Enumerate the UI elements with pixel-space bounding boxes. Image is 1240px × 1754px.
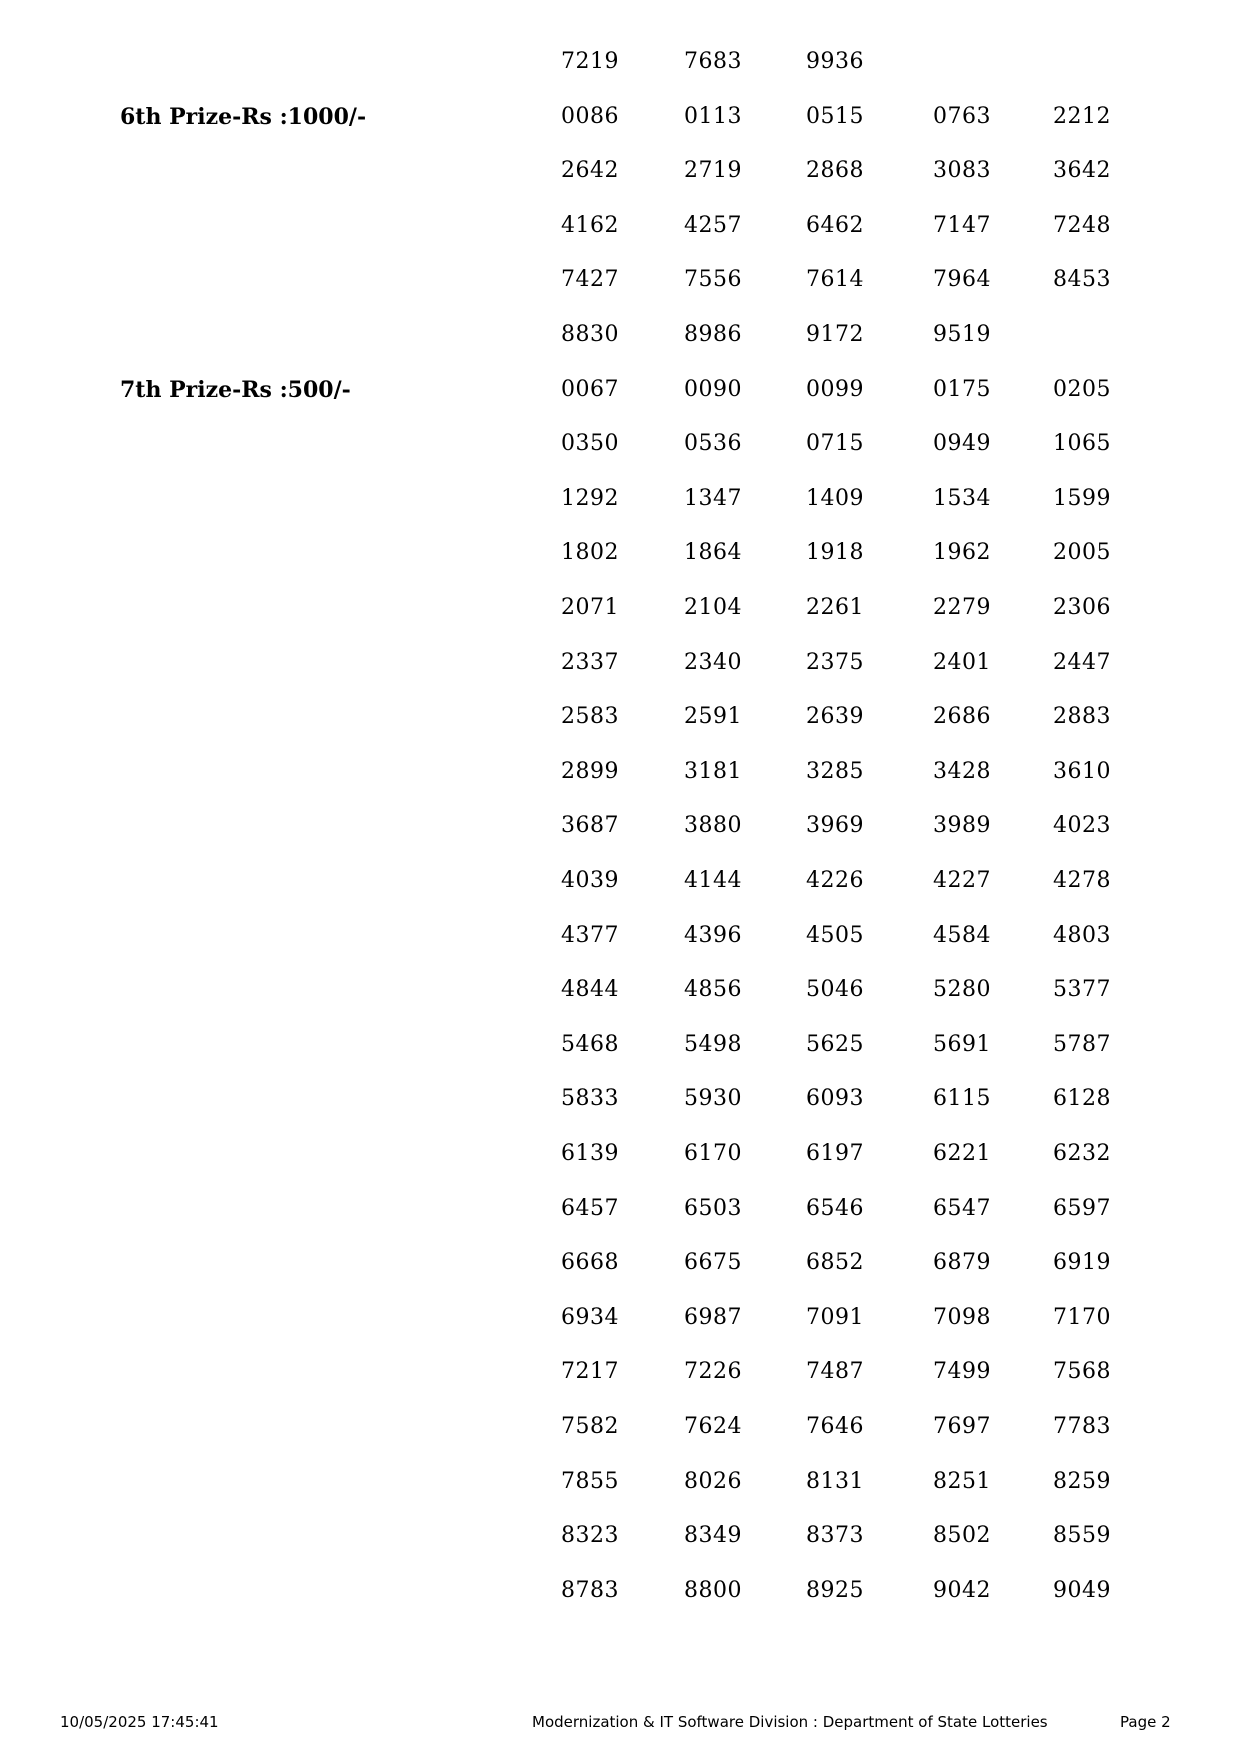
winning-number: 8986 <box>684 322 742 347</box>
winning-number: 2591 <box>684 704 742 729</box>
number-row <box>0 921 1240 951</box>
winning-number: 8259 <box>1053 1469 1111 1494</box>
winning-number: 7091 <box>806 1305 864 1330</box>
winning-number: 7855 <box>561 1469 619 1494</box>
winning-number: 2104 <box>684 595 742 620</box>
winning-number: 1802 <box>561 540 619 565</box>
number-row <box>0 1194 1240 1224</box>
footer-division: Modernization & IT Software Division : Department of State Lotteries <box>532 1713 1048 1731</box>
number-row <box>0 484 1240 514</box>
number-row <box>0 1030 1240 1060</box>
footer-page-number: Page 2 <box>1120 1713 1171 1731</box>
winning-number: 2583 <box>561 704 619 729</box>
winning-number: 6462 <box>806 213 864 238</box>
winning-number: 8502 <box>933 1523 991 1548</box>
winning-number: 1409 <box>806 486 864 511</box>
winning-number: 8131 <box>806 1469 864 1494</box>
winning-number: 7487 <box>806 1359 864 1384</box>
winning-number: 1599 <box>1053 486 1111 511</box>
winning-number: 0113 <box>684 104 742 129</box>
winning-number: 3989 <box>933 813 991 838</box>
number-row <box>0 811 1240 841</box>
winning-number: 4257 <box>684 213 742 238</box>
number-row <box>0 320 1240 350</box>
number-row <box>0 866 1240 896</box>
number-row <box>0 1412 1240 1442</box>
winning-number: 7556 <box>684 267 742 292</box>
number-row <box>0 1357 1240 1387</box>
number-row <box>0 1139 1240 1169</box>
winning-number: 4023 <box>1053 813 1111 838</box>
winning-number: 8349 <box>684 1523 742 1548</box>
winning-number: 4505 <box>806 923 864 948</box>
winning-number: 2005 <box>1053 540 1111 565</box>
winning-number: 6934 <box>561 1305 619 1330</box>
winning-number: 2642 <box>561 158 619 183</box>
winning-number: 7098 <box>933 1305 991 1330</box>
number-row <box>0 47 1240 77</box>
winning-number: 8323 <box>561 1523 619 1548</box>
winning-number: 5280 <box>933 977 991 1002</box>
winning-number: 2279 <box>933 595 991 620</box>
number-row <box>0 975 1240 1005</box>
winning-number: 0086 <box>561 104 619 129</box>
winning-number: 7783 <box>1053 1414 1111 1439</box>
winning-number: 6170 <box>684 1141 742 1166</box>
winning-number: 2899 <box>561 759 619 784</box>
winning-number: 3083 <box>933 158 991 183</box>
winning-number: 2340 <box>684 650 742 675</box>
winning-number: 3969 <box>806 813 864 838</box>
winning-number: 2639 <box>806 704 864 729</box>
winning-number: 2212 <box>1053 104 1111 129</box>
number-row <box>0 429 1240 459</box>
winning-number: 2883 <box>1053 704 1111 729</box>
winning-number: 4803 <box>1053 923 1111 948</box>
winning-number: 9049 <box>1053 1578 1111 1603</box>
winning-number: 7170 <box>1053 1305 1111 1330</box>
prize-label: 7th Prize-Rs :500/- <box>120 377 351 403</box>
winning-number: 0715 <box>806 431 864 456</box>
winning-number: 7568 <box>1053 1359 1111 1384</box>
winning-number: 2261 <box>806 595 864 620</box>
winning-number: 6852 <box>806 1250 864 1275</box>
winning-number: 5625 <box>806 1032 864 1057</box>
number-row <box>0 1084 1240 1114</box>
winning-number: 9519 <box>933 322 991 347</box>
winning-number: 2337 <box>561 650 619 675</box>
winning-number: 7219 <box>561 49 619 74</box>
winning-number: 0175 <box>933 377 991 402</box>
winning-number: 7226 <box>684 1359 742 1384</box>
winning-number: 7624 <box>684 1414 742 1439</box>
winning-number: 4396 <box>684 923 742 948</box>
winning-number: 0515 <box>806 104 864 129</box>
winning-number: 1918 <box>806 540 864 565</box>
winning-number: 2071 <box>561 595 619 620</box>
winning-number: 5787 <box>1053 1032 1111 1057</box>
winning-number: 4844 <box>561 977 619 1002</box>
winning-number: 1962 <box>933 540 991 565</box>
winning-number: 6232 <box>1053 1141 1111 1166</box>
winning-number: 0536 <box>684 431 742 456</box>
winning-number: 8800 <box>684 1578 742 1603</box>
number-row <box>0 538 1240 568</box>
number-row <box>0 211 1240 241</box>
winning-number: 6457 <box>561 1196 619 1221</box>
number-row <box>0 102 1240 132</box>
winning-number: 5498 <box>684 1032 742 1057</box>
winning-number: 2447 <box>1053 650 1111 675</box>
winning-number: 3181 <box>684 759 742 784</box>
winning-number: 3642 <box>1053 158 1111 183</box>
winning-number: 6987 <box>684 1305 742 1330</box>
winning-number: 8453 <box>1053 267 1111 292</box>
winning-number: 1534 <box>933 486 991 511</box>
winning-number: 4144 <box>684 868 742 893</box>
winning-number: 6139 <box>561 1141 619 1166</box>
winning-number: 8251 <box>933 1469 991 1494</box>
winning-number: 2719 <box>684 158 742 183</box>
number-row <box>0 757 1240 787</box>
number-row <box>0 593 1240 623</box>
winning-number: 9936 <box>806 49 864 74</box>
winning-number: 4584 <box>933 923 991 948</box>
winning-number: 5691 <box>933 1032 991 1057</box>
winning-number: 7614 <box>806 267 864 292</box>
winning-number: 2375 <box>806 650 864 675</box>
winning-number: 7147 <box>933 213 991 238</box>
number-row <box>0 1248 1240 1278</box>
winning-number: 3285 <box>806 759 864 784</box>
number-row <box>0 648 1240 678</box>
winning-number: 1864 <box>684 540 742 565</box>
winning-number: 4227 <box>933 868 991 893</box>
winning-number: 6668 <box>561 1250 619 1275</box>
winning-number: 8026 <box>684 1469 742 1494</box>
winning-number: 0949 <box>933 431 991 456</box>
winning-number: 5930 <box>684 1086 742 1111</box>
prize-label: 6th Prize-Rs :1000/- <box>120 104 367 130</box>
winning-number: 6221 <box>933 1141 991 1166</box>
winning-number: 7683 <box>684 49 742 74</box>
winning-number: 7217 <box>561 1359 619 1384</box>
winning-number: 6597 <box>1053 1196 1111 1221</box>
winning-number: 6879 <box>933 1250 991 1275</box>
winning-number: 3880 <box>684 813 742 838</box>
winning-number: 8559 <box>1053 1523 1111 1548</box>
footer-timestamp: 10/05/2025 17:45:41 <box>60 1713 219 1731</box>
winning-number: 6547 <box>933 1196 991 1221</box>
winning-number: 7499 <box>933 1359 991 1384</box>
winning-number: 9172 <box>806 322 864 347</box>
number-row <box>0 1521 1240 1551</box>
winning-number: 5046 <box>806 977 864 1002</box>
winning-number: 9042 <box>933 1578 991 1603</box>
winning-number: 4856 <box>684 977 742 1002</box>
winning-number: 5833 <box>561 1086 619 1111</box>
winning-number: 4162 <box>561 213 619 238</box>
winning-number: 5377 <box>1053 977 1111 1002</box>
number-row <box>0 1467 1240 1497</box>
winning-number: 8830 <box>561 322 619 347</box>
number-row <box>0 1303 1240 1333</box>
winning-number: 8925 <box>806 1578 864 1603</box>
winning-number: 6115 <box>933 1086 991 1111</box>
winning-number: 3610 <box>1053 759 1111 784</box>
winning-number: 1065 <box>1053 431 1111 456</box>
winning-number: 0205 <box>1053 377 1111 402</box>
winning-number: 0099 <box>806 377 864 402</box>
winning-number: 2686 <box>933 704 991 729</box>
winning-number: 6197 <box>806 1141 864 1166</box>
winning-number: 7697 <box>933 1414 991 1439</box>
winning-number: 7964 <box>933 267 991 292</box>
number-row <box>0 1576 1240 1606</box>
winning-number: 4226 <box>806 868 864 893</box>
winning-number: 2306 <box>1053 595 1111 620</box>
winning-number: 2401 <box>933 650 991 675</box>
winning-number: 0067 <box>561 377 619 402</box>
winning-number: 7248 <box>1053 213 1111 238</box>
winning-number: 7582 <box>561 1414 619 1439</box>
winning-number: 6128 <box>1053 1086 1111 1111</box>
winning-number: 2868 <box>806 158 864 183</box>
winning-number: 0763 <box>933 104 991 129</box>
winning-number: 0350 <box>561 431 619 456</box>
winning-number: 4039 <box>561 868 619 893</box>
winning-number: 4377 <box>561 923 619 948</box>
winning-number: 0090 <box>684 377 742 402</box>
winning-number: 6503 <box>684 1196 742 1221</box>
winning-number: 4278 <box>1053 868 1111 893</box>
number-row <box>0 156 1240 186</box>
winning-number: 3687 <box>561 813 619 838</box>
winning-number: 7646 <box>806 1414 864 1439</box>
winning-number: 1347 <box>684 486 742 511</box>
number-row <box>0 702 1240 732</box>
winning-number: 1292 <box>561 486 619 511</box>
winning-number: 6675 <box>684 1250 742 1275</box>
winning-number: 8373 <box>806 1523 864 1548</box>
number-row <box>0 375 1240 405</box>
winning-number: 3428 <box>933 759 991 784</box>
winning-number: 5468 <box>561 1032 619 1057</box>
winning-number: 6093 <box>806 1086 864 1111</box>
winning-number: 8783 <box>561 1578 619 1603</box>
winning-number: 6919 <box>1053 1250 1111 1275</box>
winning-number: 6546 <box>806 1196 864 1221</box>
number-row <box>0 265 1240 295</box>
winning-number: 7427 <box>561 267 619 292</box>
